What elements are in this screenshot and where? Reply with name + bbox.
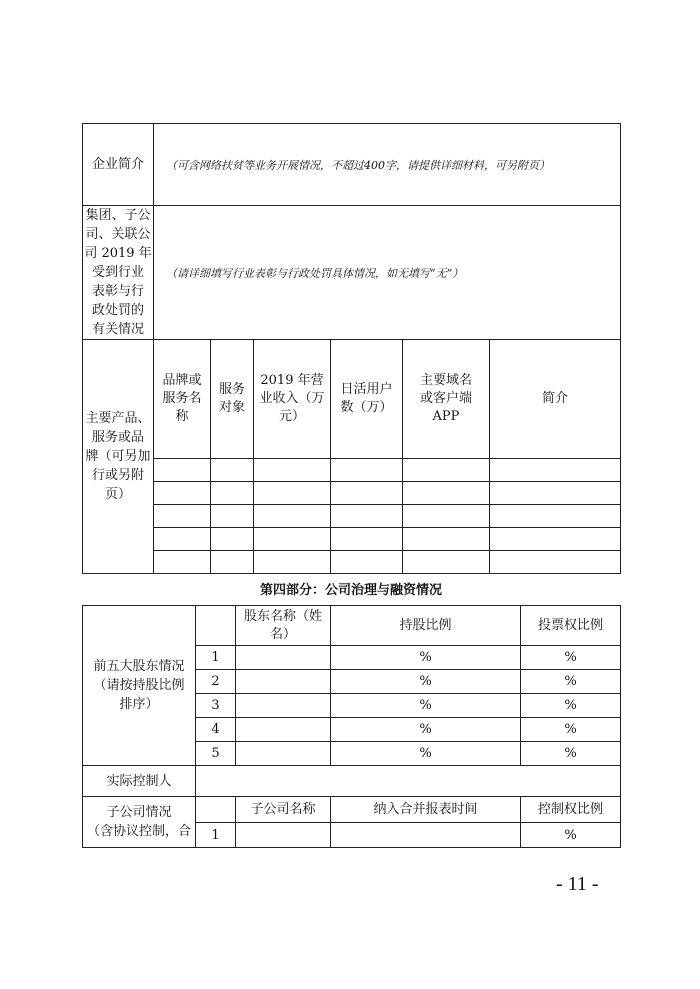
header-revenue-2019: 2019 年营 业收入（万 元） (254, 340, 331, 459)
table-cell[interactable] (154, 551, 211, 574)
table-cell[interactable] (403, 551, 490, 574)
table-cell[interactable] (403, 528, 490, 551)
header-shareholding-ratio: 持股比例 (331, 606, 521, 646)
subsidiary-label: 子公司情况 （含协议控制，合 (83, 797, 196, 848)
table-cell[interactable] (154, 505, 211, 528)
intro-label: 企业简介 (83, 124, 154, 206)
header-consolidation-time: 纳入合并报表时间 (331, 797, 521, 823)
table-cell[interactable] (403, 459, 490, 482)
row-number: 1 (196, 646, 236, 670)
page-number: - 11 - (556, 873, 599, 895)
company-info-table (82, 123, 621, 574)
shareholder-name-cell[interactable] (236, 646, 331, 670)
header-service-target: 服务 对象 (211, 340, 254, 459)
header-voting-ratio: 投票权比例 (521, 606, 621, 646)
header-brand-name: 品牌或 服务名 称 (154, 340, 211, 459)
awards-hint[interactable]: （请详细填写行业表彰与行政处罚具体情况，如无填写“无”） (154, 206, 621, 340)
shareholder-name-cell[interactable] (236, 694, 331, 718)
table-cell[interactable] (211, 482, 254, 505)
intro-hint[interactable]: （可含网络扶贫等业务开展情况，不超过400字，请提供详细材料，可另附页） (154, 124, 621, 206)
table-cell[interactable] (254, 528, 331, 551)
table-cell[interactable] (254, 551, 331, 574)
section-title: 第四部分：公司治理与融资情况 (259, 583, 442, 598)
table-cell[interactable] (154, 482, 211, 505)
table-cell[interactable] (331, 551, 403, 574)
voting-pct[interactable]: % (521, 670, 621, 694)
table-cell[interactable] (490, 459, 621, 482)
subsidiary-name-cell[interactable] (236, 823, 331, 848)
table-cell[interactable] (490, 528, 621, 551)
table-cell[interactable] (331, 459, 403, 482)
table-cell[interactable] (490, 551, 621, 574)
shareholding-pct[interactable]: % (331, 742, 521, 766)
shareholding-pct[interactable]: % (331, 670, 521, 694)
shareholding-pct[interactable]: % (331, 646, 521, 670)
header-subsidiary-name: 子公司名称 (236, 797, 331, 823)
table-cell[interactable] (331, 505, 403, 528)
table-cell (196, 606, 236, 646)
shareholder-name-cell[interactable] (236, 718, 331, 742)
voting-pct[interactable]: % (521, 718, 621, 742)
table-cell[interactable] (154, 528, 211, 551)
shareholders-label: 前五大股东情况 （请按持股比例 排序） (83, 606, 196, 766)
governance-table (82, 605, 621, 848)
row-number: 2 (196, 670, 236, 694)
shareholding-pct[interactable]: % (331, 718, 521, 742)
row-number: 4 (196, 718, 236, 742)
shareholder-name-cell[interactable] (236, 670, 331, 694)
table-cell (196, 797, 236, 823)
shareholder-name-cell[interactable] (236, 742, 331, 766)
table-cell[interactable] (490, 482, 621, 505)
table-cell[interactable] (403, 482, 490, 505)
consolidation-time-cell[interactable] (331, 823, 521, 848)
header-control-ratio: 控制权比例 (521, 797, 621, 823)
actual-controller-value[interactable] (196, 766, 621, 797)
header-domain-app: 主要域名 或客户端 APP (403, 340, 490, 459)
table-cell[interactable] (254, 505, 331, 528)
table-cell[interactable] (403, 505, 490, 528)
voting-pct[interactable]: % (521, 742, 621, 766)
table-cell[interactable] (211, 505, 254, 528)
header-daily-active-users: 日活用户 数（万） (331, 340, 403, 459)
table-cell[interactable] (331, 482, 403, 505)
voting-pct[interactable]: % (521, 694, 621, 718)
table-cell[interactable] (211, 528, 254, 551)
header-shareholder-name: 股东名称（姓 名） (236, 606, 331, 646)
table-cell[interactable] (211, 551, 254, 574)
shareholding-pct[interactable]: % (331, 694, 521, 718)
table-cell[interactable] (254, 459, 331, 482)
voting-pct[interactable]: % (521, 646, 621, 670)
actual-controller-label: 实际控制人 (83, 766, 196, 797)
awards-label: 集团、子公 司、关联公 司 2019 年 受到行业 表彰与行 政处罚的 有关情况 (83, 206, 154, 340)
table-cell[interactable] (154, 459, 211, 482)
table-cell[interactable] (211, 459, 254, 482)
control-pct[interactable]: % (521, 823, 621, 848)
table-cell[interactable] (254, 482, 331, 505)
products-label: 主要产品、 服务或品 牌（可另加 行或另附 页） (83, 340, 154, 574)
row-number: 5 (196, 742, 236, 766)
table-cell[interactable] (331, 528, 403, 551)
row-number: 3 (196, 694, 236, 718)
table-cell[interactable] (490, 505, 621, 528)
row-number: 1 (196, 823, 236, 848)
header-intro: 简介 (490, 340, 621, 459)
